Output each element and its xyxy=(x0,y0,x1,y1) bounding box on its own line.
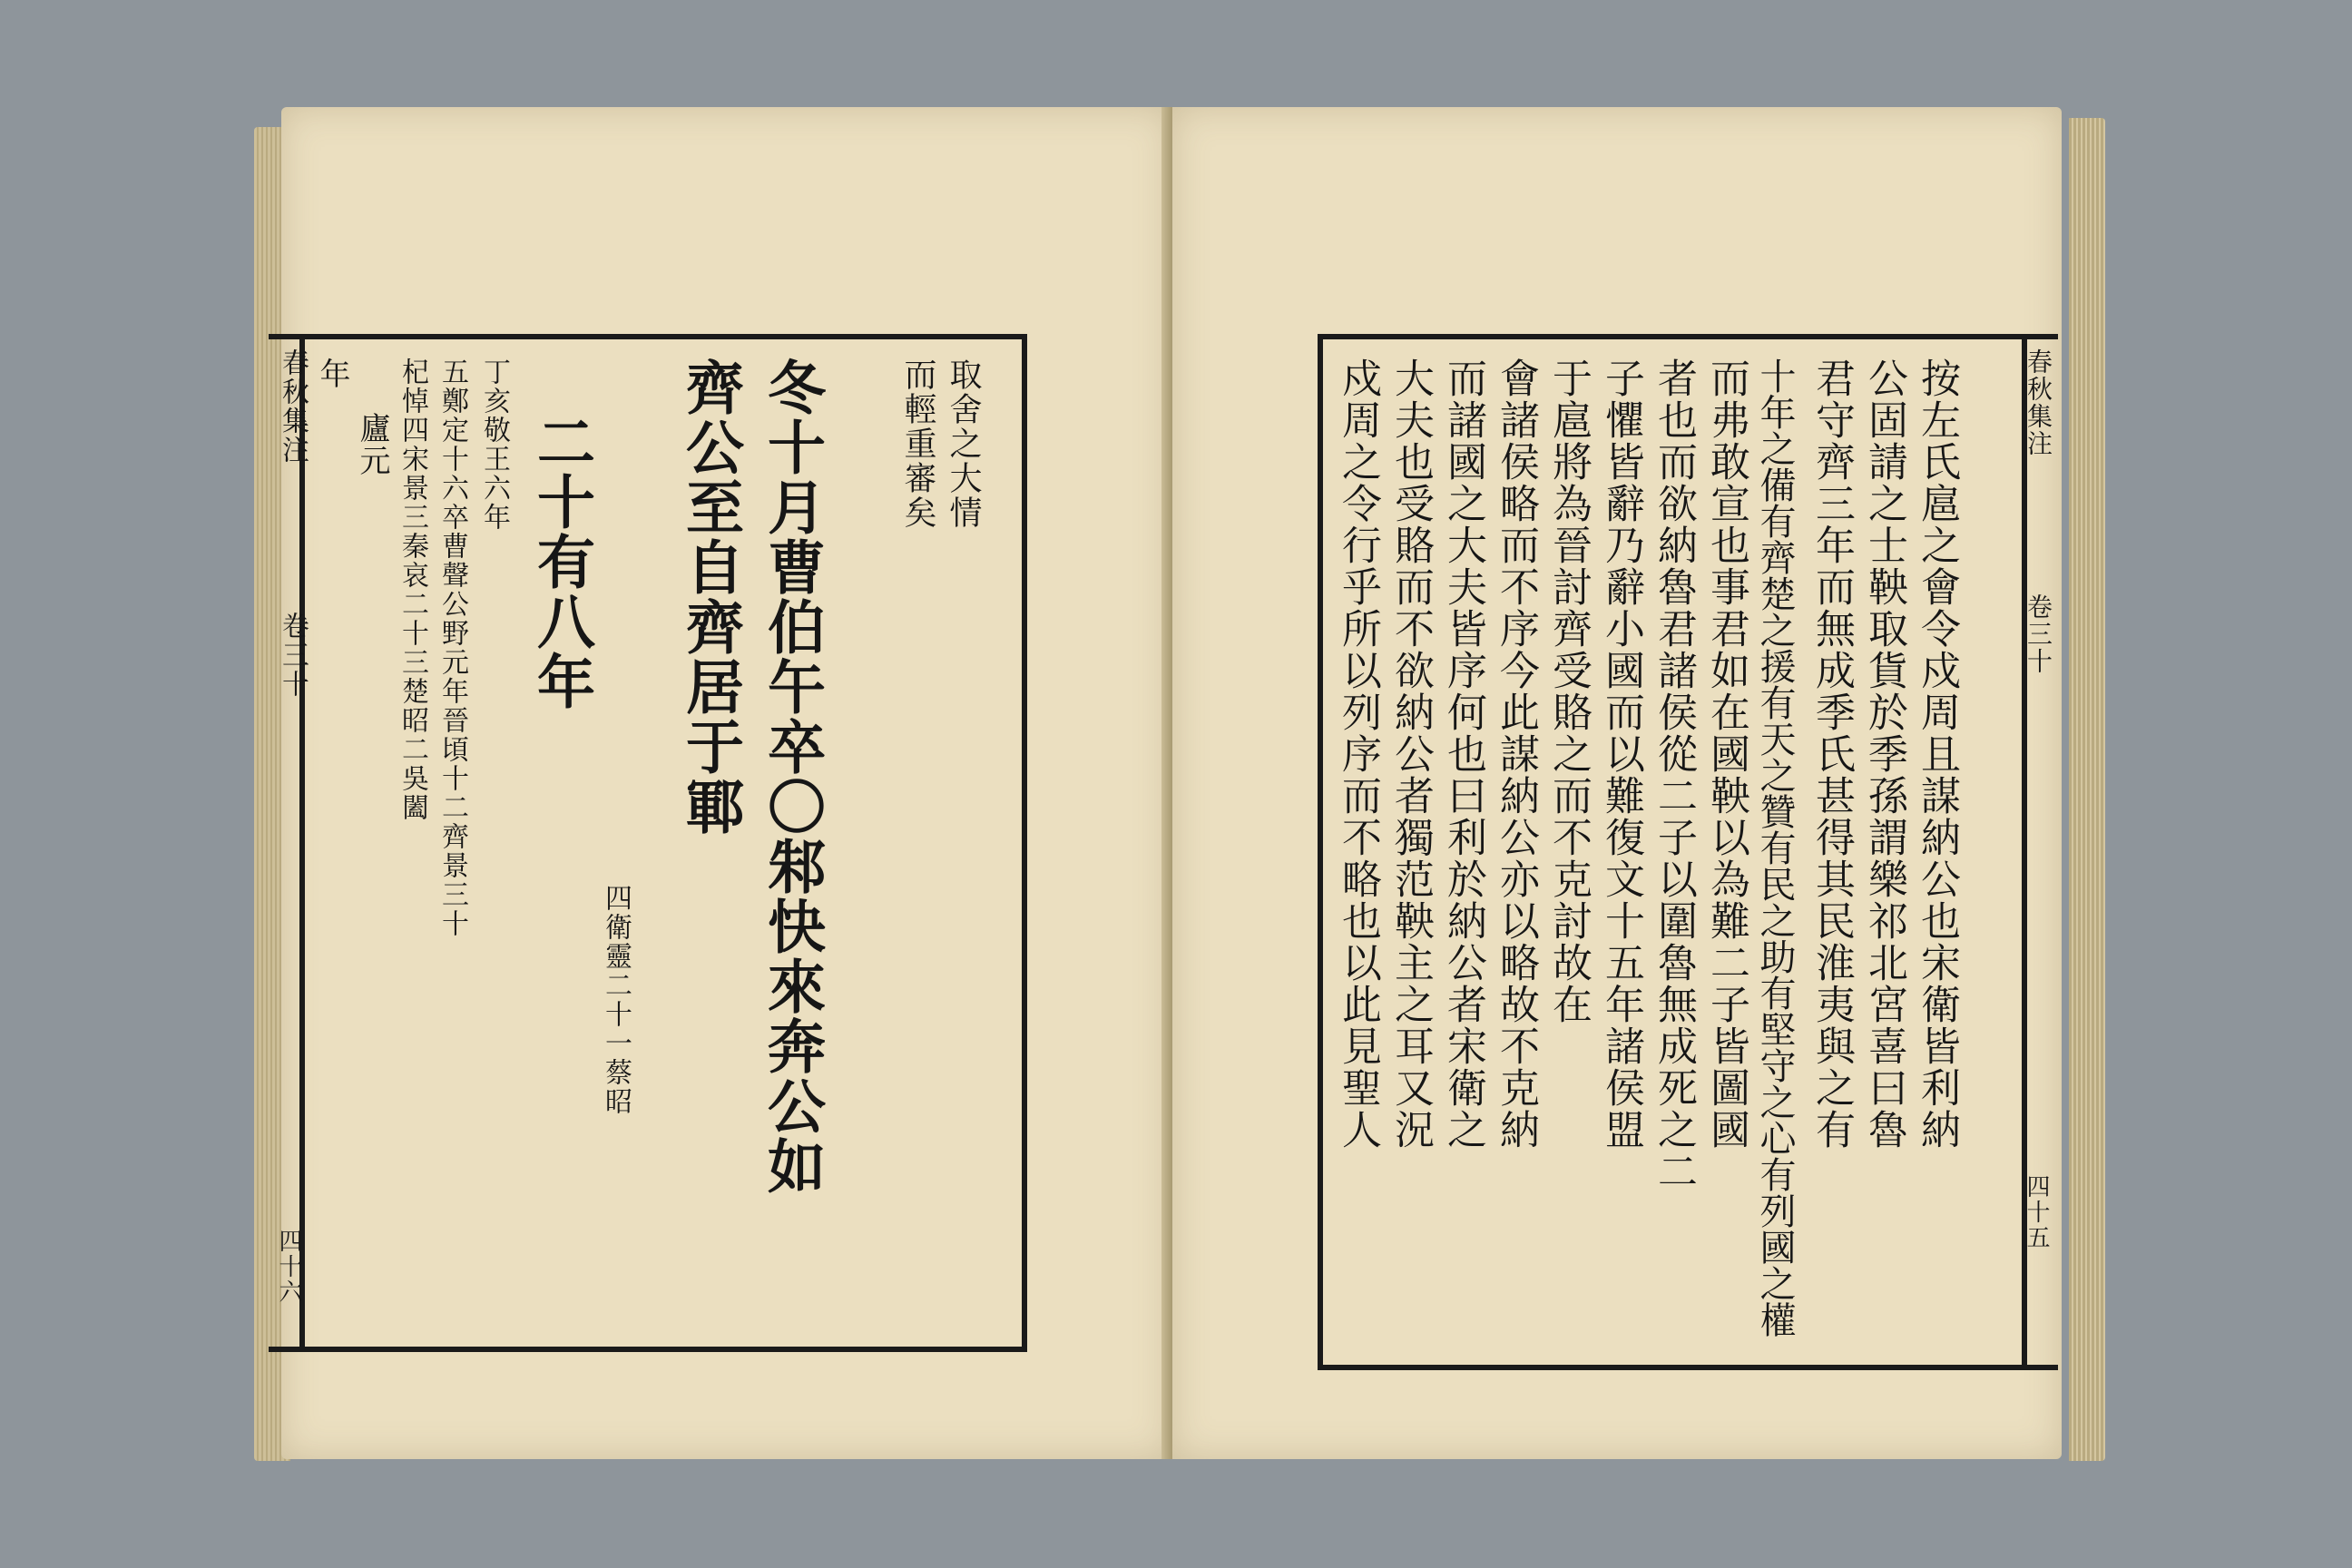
open-book xyxy=(254,91,2105,1488)
main-text-line-2: 齊公至自齊居于鄆 xyxy=(676,358,744,837)
commentary-line-8: 于扈將為晉討齊受賂之而不克討故在 xyxy=(1545,358,1592,1025)
right-page xyxy=(1172,107,2062,1459)
right-margin-strip xyxy=(2016,334,2058,1370)
left-text-frame xyxy=(299,334,1027,1352)
commentary-line-10: 而諸國之大夫皆序何也曰利於納公者宋衛之 xyxy=(1440,358,1486,1151)
chronology-line-2: 五鄭定十六卒曹聲公野元年晉頃十二齊景三十 xyxy=(436,358,468,938)
chronology-line-4: 四衛靈二十一蔡昭 xyxy=(600,884,632,1116)
left-margin-volume: 卷三十 xyxy=(277,612,309,699)
chronology-ruler-name: 廬元 xyxy=(354,412,390,477)
commentary-line-9: 會諸侯略而不序今此謀納公亦以略故不克納 xyxy=(1493,358,1539,1151)
year-heading: 二十有八年 xyxy=(527,412,595,711)
left-margin-title: 春秋集注 xyxy=(277,348,309,465)
left-page xyxy=(275,107,1171,1459)
commentary-line-1: 按左氏扈之會令戍周且謀納公也宋衛皆利納 xyxy=(1914,358,1960,1151)
commentary-line-11: 大夫也受賂而不欲納公者獨范鞅主之耳又況 xyxy=(1387,358,1434,1151)
commentary-line-4: 十年之備有齊楚之援有天之贊有民之助有堅守之心有列國之權 xyxy=(1754,358,1796,1338)
commentary-line-7: 子懼皆辭乃辭小國而以難復文十五年諸侯盟 xyxy=(1598,358,1644,1151)
right-folio-number: 四十五 xyxy=(2023,1174,2050,1250)
commentary-line-12: 戍周之令行乎所以列序而不略也以此見聖人 xyxy=(1335,358,1381,1151)
main-text-line-1: 冬十月曹伯午卒〇邾快來奔公如 xyxy=(758,358,826,1196)
commentary-line-6: 者也而欲納魯君諸侯從二子以圍魯無成死之二 xyxy=(1651,358,1697,1192)
chronology-year-tail: 年 xyxy=(314,358,350,390)
chronology-line-3: 杞悼四宋景三秦哀二十三楚昭二吳闔 xyxy=(397,358,428,822)
page-edges-right xyxy=(2069,118,2105,1461)
commentary-line-5: 而弗敢宣也事君如在國鞅以為難二子皆圖國 xyxy=(1703,358,1749,1151)
left-folio-number: 四十六 xyxy=(275,1229,302,1305)
left-margin-strip xyxy=(269,334,314,1352)
commentary-line-2: 公固請之士鞅取貨於季孫謂樂祁北宮喜曰魯 xyxy=(1861,358,1907,1151)
right-margin-title: 春秋集注 xyxy=(2024,348,2053,457)
right-text-frame xyxy=(1318,334,2027,1370)
chronology-line-1: 丁亥敬王六年 xyxy=(478,358,510,532)
commentary-line-3: 君守齊三年而無成季氏甚得其民淮夷與之有 xyxy=(1808,358,1855,1151)
right-margin-volume: 卷三十 xyxy=(2024,593,2053,675)
commentary-line-1: 取舍之大情 xyxy=(945,358,982,530)
commentary-line-2: 而輕重審矣 xyxy=(899,358,936,530)
